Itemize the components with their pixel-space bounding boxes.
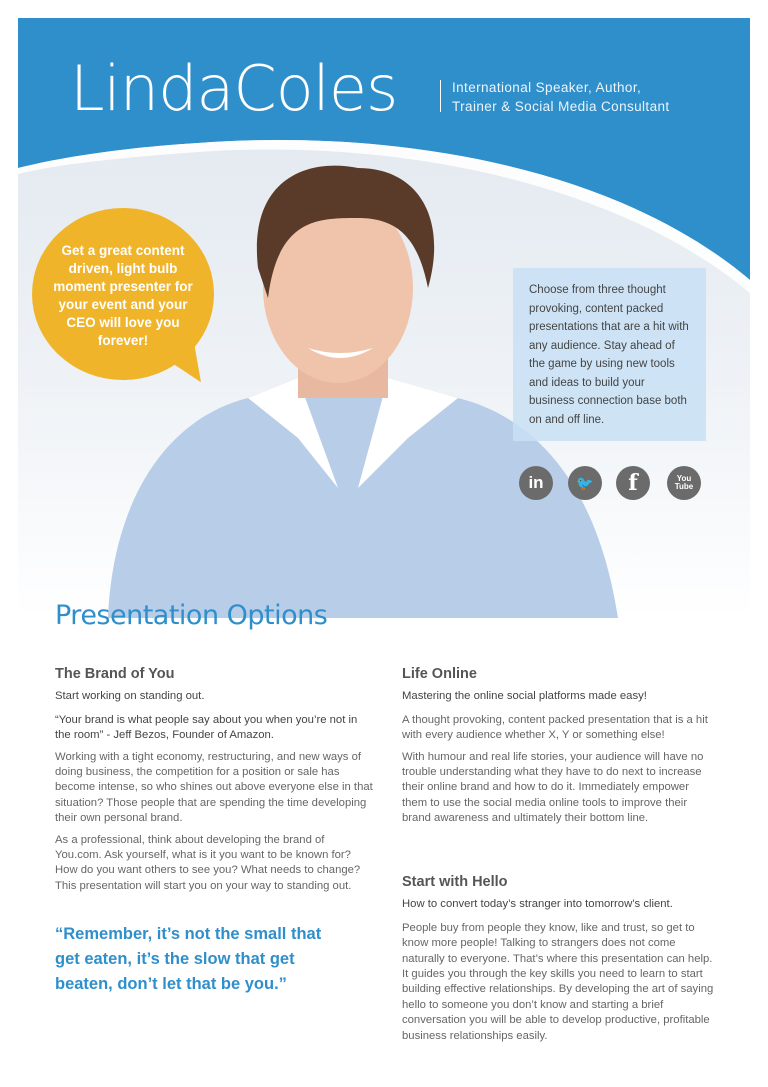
start-with-hello-paragraph: People buy from people they know, like and trust, so get to know more people! Talking to strangers does not come naturally to everyone. That’s where this presentation can help. It guides you through the key skills you need to learn to start building effective relationships. By developing the art of saying hello to someone you don’t know and starting a brief conversation you will be able to develop productive, profitable business relationships easily. — [402, 921, 714, 1042]
life-online-heading: Life Online — [402, 666, 477, 682]
tagline — [452, 78, 670, 116]
life-online-paragraph-2: With humour and real life stories, your audience will have no trouble understanding what they have to do next to increase their online brand and how to do it. Immediately empower them to use the social media online tools to improve their brand awareness and ultimately their bottom line. — [402, 750, 704, 825]
start-with-hello-section — [402, 875, 714, 1050]
section-title: Presentation Options — [55, 600, 328, 631]
life-online-subtitle: Mastering the online social platforms made easy! — [402, 690, 647, 703]
life-online-paragraph-1: A thought provoking, content packed presentation that is a hit with every audience whether X, Y or something else! — [402, 713, 708, 742]
life-online-section — [402, 667, 714, 833]
bezos-quote: “Your brand is what people say about you when you’re not in the room” - Jeff Bezos, Founder of Amazon. — [55, 713, 358, 742]
info-box: Choose from three thought provoking, content packed presentations that are a hit with any audience. Stay ahead of the game by using new tools and ideas to build your business connection base both on and off line. — [513, 268, 706, 441]
brand-of-you-paragraph-1: Working with a tight economy, restructuring, and new ways of doing business, the competition for a position or sale has become intense, so who shines out above everyone else in that situation? Those people that are spending the time developing their own personal brand. — [55, 750, 373, 825]
title-divider — [440, 80, 441, 112]
start-with-hello-subtitle: How to convert today’s stranger into tomorrow’s client. — [402, 898, 673, 911]
brand-of-you-subtitle: Start working on standing out. — [55, 690, 205, 703]
brand-of-you-paragraph-2: As a professional, think about developing the brand of You.com. Ask yourself, what is it you want to be known for? How do you want others to see you? What needs to change? This presentation will start you on your way to standing out. — [55, 833, 361, 892]
site-title: LindaColes — [70, 52, 398, 125]
speech-bubble: Get a great content driven, light bulb moment presenter for your event and your CEO will love you forever! — [32, 208, 214, 380]
facebook-icon[interactable]: f — [616, 466, 650, 500]
youtube-icon[interactable]: You Tube — [667, 466, 701, 500]
twitter-icon[interactable]: 🐦 — [568, 466, 602, 500]
tagline-line-1: International Speaker, Author, — [452, 80, 642, 95]
pull-quote: “Remember, it’s not the small that get eaten, it’s the slow that get beaten, don’t let that be you.” — [55, 925, 322, 994]
start-with-hello-heading: Start with Hello — [402, 874, 508, 890]
brand-of-you-heading: The Brand of You — [55, 666, 175, 682]
tagline-line-2: Trainer & Social Media Consultant — [452, 99, 670, 114]
linkedin-icon[interactable]: in — [519, 466, 553, 500]
hero-banner — [18, 18, 750, 618]
brand-of-you-section — [55, 667, 373, 997]
